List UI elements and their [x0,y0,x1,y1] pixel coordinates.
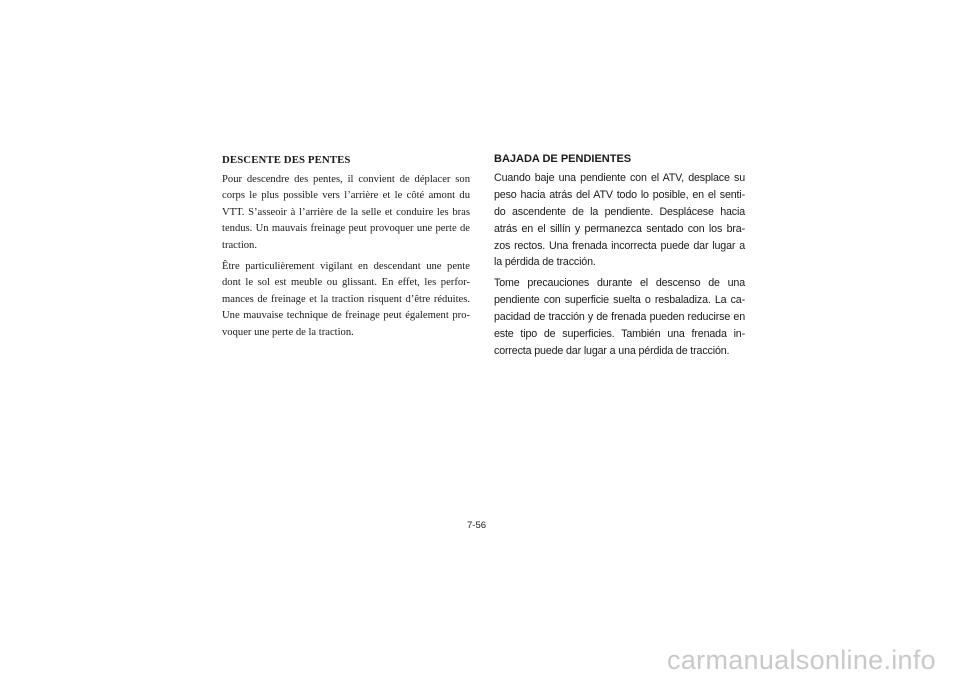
page-number: 7-56 [467,520,487,531]
spanish-paragraph-2: Tome precauciones durante el descenso de una pendiente con superficie suelta o resbaladiza. La ca-pacidad de tracción y de frenada pueden reducirse en este tipo de superficies. También una frenada in-correcta puede dar lugar a una pérdida de tracción. [494,277,745,357]
spanish-column [494,151,745,364]
french-heading: DESCENTE DES PENTES [222,154,351,166]
french-paragraph-2: Être particulièrement vigilant en descendant une pente dont le sol est meuble ou glissant. En effet, les perfor-mances de freinage et la traction risquent d’être réduites. Une mauvaise technique de freinage peut également pro-voquer une perte de la traction. [222,260,470,338]
french-paragraph-1: Pour descendre des pentes, il convient de déplacer son corps le plus possible vers l’arrière et le côté amont du VTT. S’asseoir à l’arrière de la selle et conduire les bras tendus. Un mauvais freinage peut provoquer une perte de traction. [222,173,470,251]
spanish-heading: BAJADA DE PENDIENTES [494,153,632,165]
french-column [222,152,470,346]
watermark: carmanualsonline.info [667,645,936,675]
spanish-paragraph-1: Cuando baje una pendiente con el ATV, desplace su peso hacia atrás del ATV todo lo posible, en el senti-do ascendente de la pendiente. Desplácese hacia atrás en el sillín y permanezca sentado con los bra-zos rectos. Una frenada incorrecta puede dar lugar a la pérdida de tracción. [494,171,745,269]
